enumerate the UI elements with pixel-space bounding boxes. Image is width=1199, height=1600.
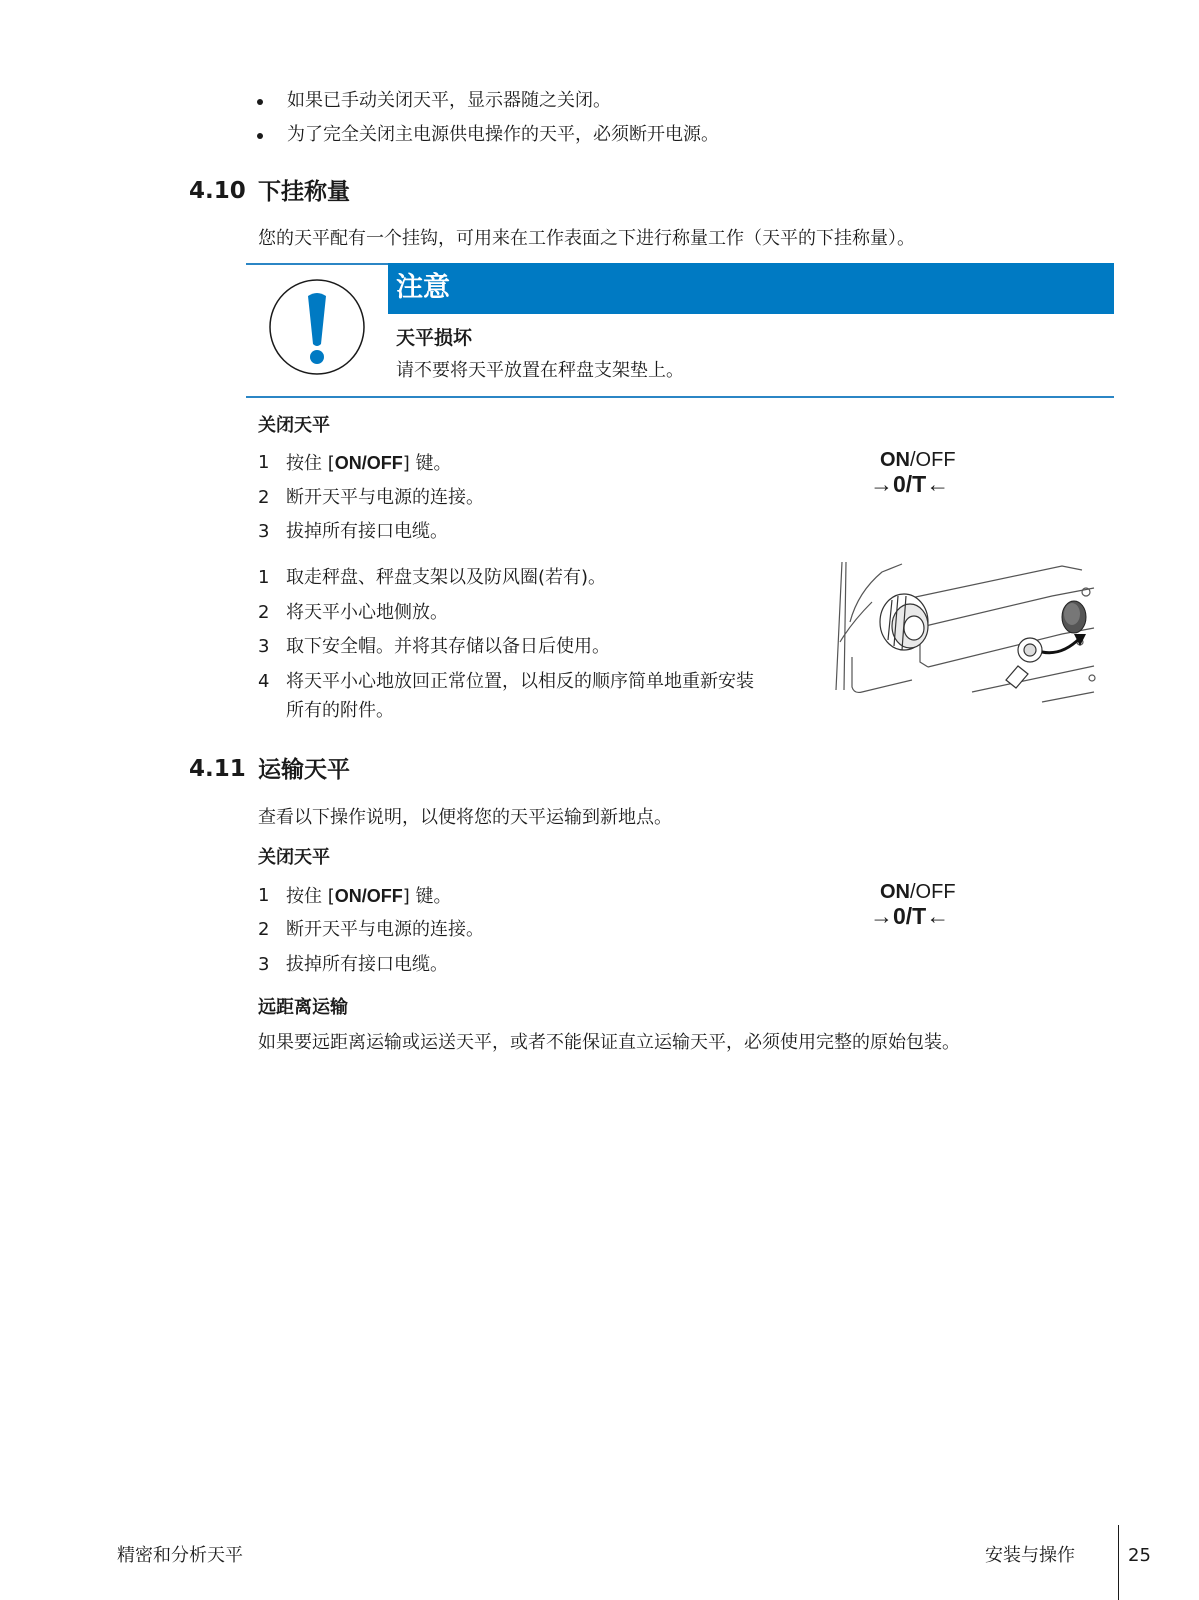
step-text: 拔掉所有接口电缆。 bbox=[286, 521, 448, 542]
step-text: 取下安全帽。并将其存储以备日后使用。 bbox=[286, 636, 610, 657]
tare-label: →0/T← bbox=[870, 903, 950, 929]
notice-text: 请不要将天平放置在秤盘支架垫上。 bbox=[396, 360, 684, 381]
footer-section-name: 安装与操作 bbox=[985, 1545, 1075, 1566]
bullet-dot bbox=[257, 133, 263, 139]
long-distance-text: 如果要远距离运输或运送天平，或者不能保证直立运输天平，必须使用完整的原始包装。 bbox=[258, 1032, 960, 1053]
section-intro: 查看以下操作说明，以便将您的天平运输到新地点。 bbox=[258, 807, 672, 828]
onoff-key: ON/OFF bbox=[334, 886, 403, 906]
page-number: 25 bbox=[1128, 1545, 1151, 1566]
notice-label: 注意 bbox=[396, 272, 450, 303]
step-number: 2 bbox=[258, 487, 270, 508]
bullet-text: 如果已手动关闭天平，显示器随之关闭。 bbox=[287, 90, 611, 111]
footer-divider bbox=[1118, 1525, 1119, 1600]
section-title: 运输天平 bbox=[258, 757, 350, 783]
off-label: /OFF bbox=[910, 881, 956, 903]
step-text: 按住 [ON/OFF] 键。 bbox=[286, 886, 452, 907]
step-number: 3 bbox=[258, 636, 270, 657]
step-text: 取走秤盘、秤盘支架以及防风圈(若有)。 bbox=[286, 567, 607, 588]
section-title: 下挂称量 bbox=[258, 179, 350, 205]
step-text: 拔掉所有接口电缆。 bbox=[286, 954, 448, 975]
onoff-key: ON/OFF bbox=[334, 453, 403, 473]
bullet-text: 为了完全关闭主电源供电操作的天平，必须断开电源。 bbox=[287, 124, 719, 145]
balance-underside-illustration bbox=[832, 562, 1112, 707]
step-text: 将天平小心地放回正常位置，以相反的顺序简单地重新安装 bbox=[286, 671, 754, 692]
step-text: 按住 [ON/OFF] 键。 bbox=[286, 453, 452, 474]
step-number: 1 bbox=[258, 885, 270, 906]
section-intro: 您的天平配有一个挂钩，可用来在工作表面之下进行称量工作（天平的下挂称量）。 bbox=[258, 228, 915, 249]
step-text-continued: 所有的附件。 bbox=[286, 700, 394, 721]
step-number: 1 bbox=[258, 567, 270, 588]
step-text: 断开天平与电源的连接。 bbox=[286, 487, 484, 508]
step-number: 3 bbox=[258, 954, 270, 975]
off-label: /OFF bbox=[910, 449, 956, 471]
onoff-key-graphic bbox=[870, 449, 1000, 497]
warning-icon bbox=[268, 278, 366, 376]
on-label: ON bbox=[880, 449, 910, 471]
section-number: 4.11 bbox=[189, 756, 246, 782]
notice-bottom-rule bbox=[246, 396, 1114, 398]
step-number: 2 bbox=[258, 919, 270, 940]
step-number: 3 bbox=[258, 521, 270, 542]
notice-header bbox=[388, 263, 1114, 314]
footer-product-name: 精密和分析天平 bbox=[117, 1545, 243, 1566]
onoff-key-graphic bbox=[870, 881, 1000, 929]
step-text: 断开天平与电源的连接。 bbox=[286, 919, 484, 940]
section-number: 4.10 bbox=[189, 178, 246, 204]
subheading-switch-off: 关闭天平 bbox=[258, 415, 330, 436]
step-number: 1 bbox=[258, 452, 270, 473]
subheading-long-distance: 远距离运输 bbox=[258, 997, 348, 1018]
step-text: 将天平小心地侧放。 bbox=[286, 602, 448, 623]
step-number: 2 bbox=[258, 602, 270, 623]
step-number: 4 bbox=[258, 671, 270, 692]
tare-label: →0/T← bbox=[870, 471, 950, 497]
subheading-switch-off: 关闭天平 bbox=[258, 847, 330, 868]
bullet-dot bbox=[257, 99, 263, 105]
on-label: ON bbox=[880, 881, 910, 903]
notice-title: 天平损坏 bbox=[396, 327, 473, 349]
